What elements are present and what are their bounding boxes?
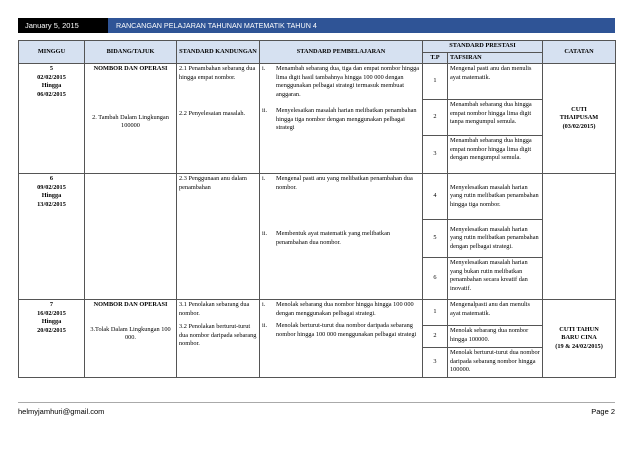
header-title: RANCANGAN PELAJARAN TAHUNAN MATEMATIK TAHUN 4 bbox=[108, 18, 615, 33]
sp-item-text: Mengenal pasti anu yang melibatkan penambahan dua nombor. bbox=[276, 175, 413, 191]
page-header bbox=[18, 18, 615, 33]
week-number: 6 bbox=[49, 175, 54, 182]
header-date: January 5, 2015 bbox=[18, 18, 108, 33]
sp-item-num: ii. bbox=[262, 107, 268, 114]
tp-number: 1 bbox=[423, 64, 448, 100]
tp-number: 6 bbox=[423, 258, 448, 300]
col-minggu: MINGGU bbox=[19, 41, 85, 64]
col-tafsiran: TAFSIRAN bbox=[448, 52, 543, 64]
col-catatan: CATATAN bbox=[543, 41, 616, 64]
week-to: 06/02/2015 bbox=[37, 90, 66, 98]
week-from: 16/02/2015 bbox=[37, 309, 66, 317]
catatan-line: THAIPUSAM bbox=[559, 114, 599, 122]
sp-item bbox=[262, 65, 420, 99]
bidang-subtitle: 2. Tambah Dalam Lingkungan 100000 bbox=[92, 113, 169, 129]
tp-number: 3 bbox=[423, 348, 448, 378]
sp-item-text: Menolak sebarang dua nombor hingga hingga 100 000 dengan menggunakan pelbagai strategi. bbox=[276, 301, 414, 317]
sp-item bbox=[262, 230, 420, 247]
sp-item bbox=[262, 322, 420, 339]
sp-item-text: Membentuk ayat matematik yang melibatkan penambahan dua nombor. bbox=[276, 230, 391, 246]
week-hingga: Hingga bbox=[41, 192, 62, 199]
sp-item-text: Menolak berturut-turut dua nombor daripada sebarang nombor hingga 100 000 menggunakan pelbagai strategi bbox=[276, 322, 417, 338]
tafsiran-text: Menyelesaikan masalah harian yang bukan rutin melibatkan penambahan secara kreatif dan inovatif. bbox=[448, 258, 543, 300]
col-standard-prestasi: STANDARD PRESTASI bbox=[423, 41, 543, 53]
tp-number: 4 bbox=[423, 174, 448, 220]
standard-pembelajaran-cell bbox=[260, 300, 423, 378]
tafsiran-text: Menolak berturut-turut dua nombor daripada sebarang nombor hingga 100000. bbox=[448, 348, 543, 378]
catatan-line: BARU CINA bbox=[561, 334, 597, 342]
tafsiran-text: Mengenal pasti anu dan menulis ayat matematik. bbox=[448, 64, 543, 100]
sp-item-num: i. bbox=[262, 301, 266, 308]
footer-email: helmyjamhuri@gmail.com bbox=[18, 407, 105, 416]
tafsiran-text: Mengenalpasti anu dan menulis ayat matematik. bbox=[448, 300, 543, 326]
standard-pembelajaran-cell bbox=[260, 174, 423, 300]
tafsiran-text: Menambah sebarang dua hingga empat nombor hingga lima digit dengan mengumpul semula. bbox=[448, 136, 543, 174]
tafsiran-text: Menambah sebarang dua hingga empat nombor hingga lima digit tanpa mengumpul semula. bbox=[448, 100, 543, 136]
standard-pembelajaran-cell bbox=[260, 64, 423, 174]
sp-item-text: Menyelesaikan masalah harian melibatkan penambahan hingga tiga nombor dengan menggunakan pelbagai strategi bbox=[276, 107, 417, 131]
sp-item bbox=[262, 301, 420, 318]
tp-number: 2 bbox=[423, 100, 448, 136]
sk-item: 2.1 Penambahan sebarang dua hingga empat nombor. bbox=[179, 65, 256, 81]
week-number: 7 bbox=[49, 301, 54, 308]
week-cell bbox=[19, 64, 85, 174]
lesson-plan-table bbox=[18, 40, 616, 378]
sk-item: 3.1 Penolakan sebarang dua nombor. bbox=[179, 301, 250, 317]
tafsiran-text: Menolak sebarang dua nombor hingga 100000. bbox=[448, 326, 543, 348]
bidang-title: NOMBOR DAN OPERASI bbox=[93, 301, 168, 308]
bidang-title: NOMBOR DAN OPERASI bbox=[93, 65, 168, 72]
footer-page-number: Page 2 bbox=[591, 407, 615, 416]
page-footer bbox=[18, 402, 615, 416]
week-from: 02/02/2015 bbox=[37, 73, 66, 81]
catatan-cell bbox=[543, 64, 616, 174]
sp-item-num: ii. bbox=[262, 322, 268, 329]
catatan-cell bbox=[543, 174, 616, 300]
sp-item bbox=[262, 175, 420, 192]
col-standard-pembelajaran: STANDARD PEMBELAJARAN bbox=[260, 41, 423, 64]
week-hingga: Hingga bbox=[41, 82, 62, 89]
bidang-cell bbox=[85, 174, 177, 300]
bidang-cell bbox=[85, 64, 177, 174]
table-row bbox=[19, 174, 616, 220]
week-to: 13/02/2015 bbox=[37, 200, 66, 208]
catatan-cell bbox=[543, 300, 616, 378]
week-number: 5 bbox=[49, 65, 54, 72]
sp-item-num: i. bbox=[262, 65, 266, 72]
table-header-row bbox=[19, 41, 616, 53]
week-cell bbox=[19, 300, 85, 378]
week-to: 20/02/2015 bbox=[37, 326, 66, 334]
col-bidang: BIDANG/TAJUK bbox=[85, 41, 177, 64]
week-hingga: Hingga bbox=[41, 318, 62, 325]
bidang-cell bbox=[85, 300, 177, 378]
catatan-line: (03/02/2015) bbox=[562, 122, 596, 130]
catatan-line: CUTI TAHUN bbox=[559, 325, 599, 333]
table-row bbox=[19, 64, 616, 100]
standard-kandungan-cell bbox=[177, 64, 260, 174]
catatan-line: (19 & 24/02/2015) bbox=[555, 342, 603, 350]
week-cell bbox=[19, 174, 85, 300]
sp-item-num: ii. bbox=[262, 230, 268, 237]
sp-item-text: Menambah sebarang dua, tiga dan empat nombor hingga lima digit hasil tambahnya hingga 100 000 dengan menggunakan pelbagai strategi termasuk membuat anggaran. bbox=[276, 65, 420, 98]
sp-item-num: i. bbox=[262, 175, 266, 182]
sp-item bbox=[262, 107, 420, 133]
standard-kandungan-cell bbox=[177, 300, 260, 378]
tp-number: 3 bbox=[423, 136, 448, 174]
col-standard-kandungan: STANDARD KANDUNGAN bbox=[177, 41, 260, 64]
catatan-line: CUTI bbox=[571, 105, 587, 113]
tp-number: 5 bbox=[423, 220, 448, 258]
tafsiran-text: Menyelesaikan masalah harian yang rutin melibatkan penambahan dengan pelbagai strategi. bbox=[448, 220, 543, 258]
sk-item: 2.3 Penggunaan anu dalam penambahan bbox=[179, 175, 247, 191]
standard-kandungan-cell bbox=[177, 174, 260, 300]
table-row bbox=[19, 300, 616, 326]
bidang-subtitle: 3.Tolak Dalam Lingkungan 100 000. bbox=[90, 325, 171, 341]
tafsiran-text: Menyelesaikan masalah harian yang rutin melibatkan penambahan hingga tiga nombor. bbox=[448, 174, 543, 220]
tp-number: 2 bbox=[423, 326, 448, 348]
tp-number: 1 bbox=[423, 300, 448, 326]
sk-item: 2.2 Penyelesaian masalah. bbox=[179, 110, 246, 117]
sk-item: 3.2 Penolakan berturut-turut dua nombor daripada sebarang nombor. bbox=[179, 323, 257, 347]
week-from: 09/02/2015 bbox=[37, 183, 66, 191]
col-tp: T.P bbox=[423, 52, 448, 64]
